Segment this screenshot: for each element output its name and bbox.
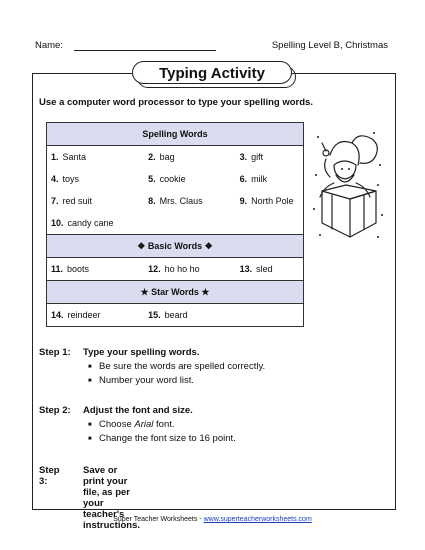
word-row: [47, 212, 304, 235]
word-row: [47, 168, 304, 190]
spelling-word: red suit: [62, 196, 93, 206]
spelling-word: gift: [251, 152, 264, 162]
footer-link[interactable]: www.superteacherworksheets.com: [203, 516, 312, 523]
footer: [0, 516, 425, 523]
spelling-word: milk: [251, 174, 268, 184]
word-cell: [144, 258, 236, 281]
step-1: [39, 347, 265, 389]
step-3-text: Save or print your file, as per your teacher's instructions.: [83, 465, 141, 531]
word-number: 12.: [148, 264, 161, 274]
level-label: Spelling Level B, Christmas: [271, 40, 388, 51]
step-2-bullet-2: ■ Change the font size to 16 point.: [39, 433, 236, 447]
word-number: 10.: [51, 218, 64, 228]
word-number: 14.: [51, 310, 64, 320]
word-row: [47, 146, 304, 169]
step-3-label: Step 3:: [39, 465, 60, 487]
word-cell: [236, 146, 304, 169]
word-row: [47, 190, 304, 212]
intro-text: Use a computer word processor to type your spelling words.: [39, 97, 313, 108]
spelling-word: Mrs. Claus: [159, 196, 203, 206]
word-row: [47, 258, 304, 281]
word-cell: [236, 304, 304, 327]
word-number: 8.: [148, 196, 156, 206]
word-cell: [47, 146, 145, 169]
word-cell: [144, 190, 236, 212]
word-cell: [47, 304, 145, 327]
word-number: 13.: [239, 264, 253, 274]
word-table: [46, 122, 304, 327]
word-cell: [144, 168, 236, 190]
word-cell: [47, 258, 145, 281]
word-row: [47, 304, 304, 327]
word-cell: [144, 146, 236, 169]
word-number: 5.: [148, 174, 156, 184]
spelling-word: sled: [256, 264, 273, 274]
font-name: Arial: [134, 419, 154, 430]
spelling-word: North Pole: [251, 196, 294, 206]
basic-words-header-row: [47, 235, 304, 258]
word-cell: [236, 190, 304, 212]
spelling-words-header-row: [47, 123, 304, 146]
star-words-header-row: [47, 281, 304, 304]
word-cell: [144, 304, 236, 327]
word-cell: [236, 212, 304, 235]
word-number: 11.: [51, 264, 64, 274]
word-cell: [144, 212, 236, 235]
step-1-bullet-1: ■ Be sure the words are spelled correctly.: [39, 361, 265, 375]
santa-with-gift-box-icon: [312, 125, 384, 245]
step-2: [39, 405, 236, 447]
word-number: 3.: [239, 152, 248, 162]
spelling-word: cookie: [159, 174, 186, 184]
spelling-word: ho ho ho: [164, 264, 200, 274]
basic-words-heading: ❖ Basic Words ❖: [47, 235, 304, 258]
spelling-word: bag: [159, 152, 175, 162]
step-1-label: Step 1:: [39, 347, 71, 358]
spelling-word: toys: [62, 174, 80, 184]
step-2-label: Step 2:: [39, 405, 71, 416]
page-title: Typing Activity: [132, 61, 292, 84]
word-number: 1.: [51, 152, 59, 162]
word-number: 15.: [148, 310, 161, 320]
word-number: 7.: [51, 196, 59, 206]
step-2-text: Adjust the font and size.: [83, 405, 193, 416]
word-number: 4.: [51, 174, 59, 184]
word-cell: [236, 168, 304, 190]
step-1-bullet-2: ■ Number your word list.: [39, 375, 265, 389]
word-number: 2.: [148, 152, 156, 162]
word-cell: [47, 212, 145, 235]
word-cell: [236, 258, 304, 281]
bullet-text: font.: [153, 419, 175, 430]
spelling-word: Santa: [62, 152, 87, 162]
spelling-word: beard: [164, 310, 188, 320]
step-1-text: Type your spelling words.: [83, 347, 200, 358]
step-2-bullet-1: [39, 419, 236, 433]
word-cell: [47, 168, 145, 190]
bullet-text: Choose: [99, 419, 135, 430]
spelling-word: boots: [67, 264, 90, 274]
spelling-word: candy cane: [67, 218, 114, 228]
spelling-word: reindeer: [67, 310, 101, 320]
word-number: 6.: [239, 174, 248, 184]
star-words-heading: ★ Star Words ★: [47, 281, 304, 304]
word-number: 9.: [239, 196, 248, 206]
spelling-words-heading: Spelling Words: [47, 123, 304, 146]
name-label: Name:: [35, 40, 63, 51]
word-cell: [47, 190, 145, 212]
name-line: [74, 50, 216, 51]
footer-site: Super Teacher Worksheets: [113, 516, 198, 523]
footer-separator: -: [197, 516, 204, 523]
